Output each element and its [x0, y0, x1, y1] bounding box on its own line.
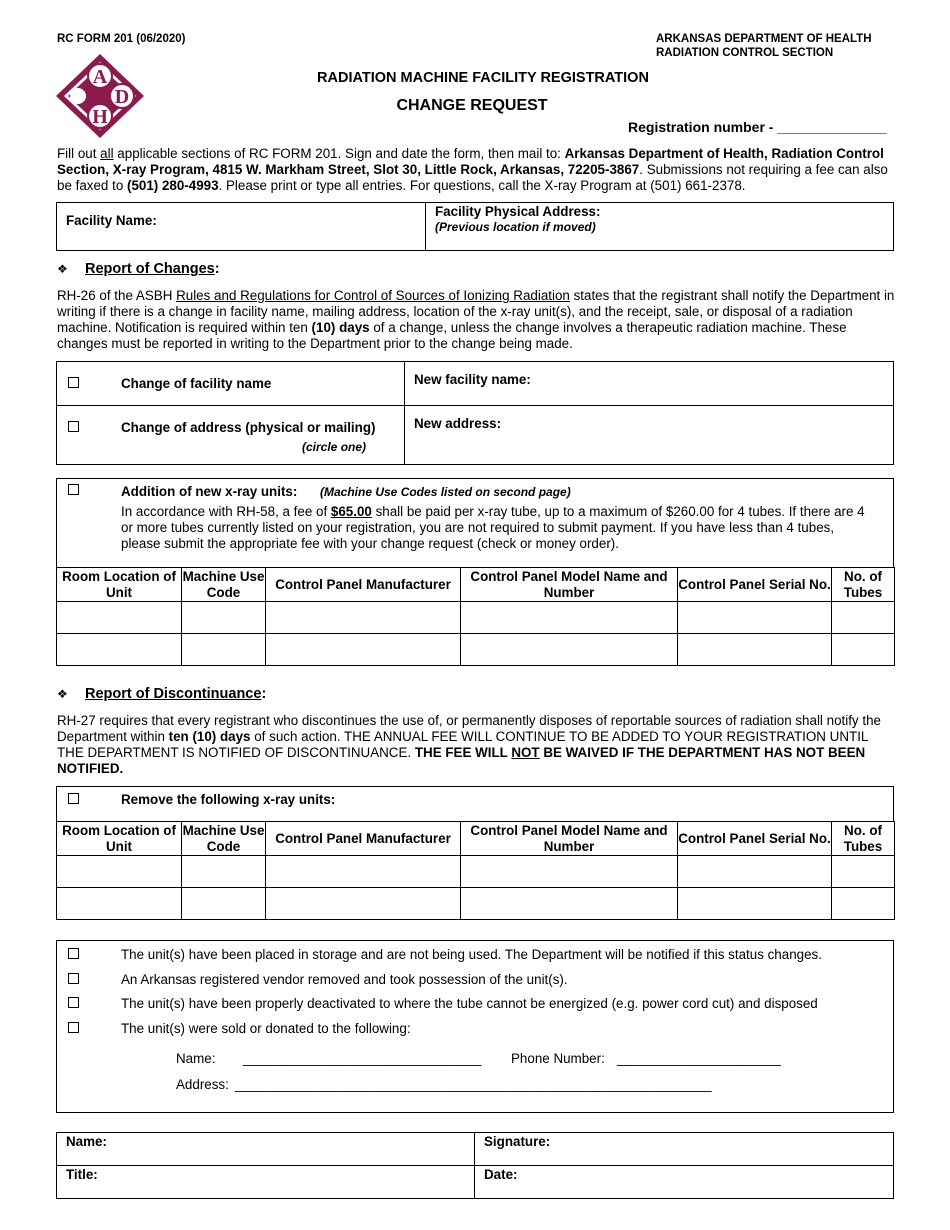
- new-address-label: New address:: [414, 416, 502, 431]
- intro-paragraph: Fill out all applicable sections of RC FORM 201. Sign and date the form, then mail to: Arkansas Department of Health, Radiation Control Section, X-ray Program, 4815 W. Markham Street, Slot 30, Little Rock, Arkansas, 72205-3867. Submissions not requiring a fee can also be faxed to (501) 280-4993. Please print or type all entries. For questions, call the X-ray Program at (501) 661-2378.: [57, 146, 888, 193]
- registration-number-blank[interactable]: ______________: [777, 119, 887, 135]
- table-cell-input[interactable]: [182, 602, 266, 634]
- change-name-label: Change of facility name: [121, 376, 272, 391]
- table-cell-input[interactable]: [57, 602, 182, 634]
- remove-header-row: [57, 822, 895, 856]
- table-cell-input[interactable]: [182, 888, 266, 920]
- addition-fee-paragraph: In accordance with RH-58, a fee of $65.00 shall be paid per x-ray tube, up to a maximum of $260.00 for 4 tubes. If there are 4 or more tubes currently listed on your registration, you are not required to submit payment. If you have less than 4 tubes, please submit the appropriate fee with your change request (check or money order).: [121, 504, 865, 551]
- signer-title-label: Title:: [66, 1167, 98, 1182]
- table-cell-input[interactable]: [266, 634, 461, 666]
- table-cell-input[interactable]: [461, 888, 678, 920]
- change-name-checkbox[interactable]: [68, 377, 79, 388]
- changes-paragraph: RH-26 of the ASBH Rules and Regulations for Control of Sources of Ionizing Radiation states that the registrant shall notify the Department in writing if there is a change in facility name, mailing address, location of the x-ray unit(s), and the receipt, sale, or disposal of a radiation machine. Notification is required within ten (10) days of a change, unless the change involves a therapeutic radiation machine. These changes must be reported in writing to the Department prior to the change being made.: [57, 288, 895, 351]
- table-cell-input[interactable]: [832, 602, 895, 634]
- table-row: [57, 856, 895, 888]
- addition-header-row: [57, 568, 895, 602]
- facility-address-input[interactable]: [430, 234, 890, 250]
- signature-label: Signature:: [484, 1134, 551, 1149]
- signer-name-label: Name:: [66, 1134, 107, 1149]
- recipient-address-label: Address:: [176, 1077, 229, 1092]
- form-title: RADIATION MACHINE FACILITY REGISTRATION: [317, 70, 649, 86]
- col-room-location: Room Location of Unit: [57, 568, 182, 602]
- vendor-removed-checkbox[interactable]: [68, 973, 79, 984]
- new-address-input[interactable]: [510, 412, 885, 458]
- adh-logo: [56, 54, 144, 138]
- form-id: RC FORM 201 (06/2020): [57, 33, 186, 45]
- table-cell-input[interactable]: [461, 634, 678, 666]
- col-model: Control Panel Model Name and Number: [461, 822, 678, 856]
- table-cell-input[interactable]: [266, 856, 461, 888]
- table-cell-input[interactable]: [832, 634, 895, 666]
- table-cell-input[interactable]: [461, 602, 678, 634]
- date-input[interactable]: [525, 1167, 890, 1195]
- deactivated-option-label: The unit(s) have been properly deactivated to where the tube cannot be energized (e.g. power cord cut) and disposed: [121, 996, 818, 1011]
- table-cell-input[interactable]: [678, 602, 832, 634]
- facility-name-label: Facility Name:: [66, 213, 157, 228]
- registration-number-label: Registration number -: [628, 119, 774, 135]
- col-tubes: No. of Tubes: [832, 568, 895, 602]
- facility-name-input[interactable]: [68, 230, 420, 248]
- changes-bullet-icon: ❖: [57, 262, 68, 276]
- discontinuance-bullet-icon: ❖: [57, 687, 68, 701]
- storage-option-label: The unit(s) have been placed in storage and are not being used. The Department will be notified if this status changes.: [121, 947, 822, 962]
- table-cell-input[interactable]: [266, 602, 461, 634]
- signer-name-input[interactable]: [115, 1134, 470, 1162]
- table-cell-input[interactable]: [57, 634, 182, 666]
- addition-label: Addition of new x-ray units:: [121, 484, 298, 499]
- vendor-removed-option-label: An Arkansas registered vendor removed and took possession of the unit(s).: [121, 972, 568, 987]
- department-line-1: ARKANSAS DEPARTMENT OF HEALTH: [656, 33, 872, 45]
- sold-donated-checkbox[interactable]: [68, 1022, 79, 1033]
- col-manufacturer: Control Panel Manufacturer: [266, 822, 461, 856]
- table-cell-input[interactable]: [678, 888, 832, 920]
- date-label: Date:: [484, 1167, 518, 1182]
- remove-units-checkbox[interactable]: [68, 793, 79, 804]
- addition-note: (Machine Use Codes listed on second page): [320, 485, 571, 499]
- department-line-2: RADIATION CONTROL SECTION: [656, 47, 834, 59]
- table-cell-input[interactable]: [57, 856, 182, 888]
- report-of-changes-heading: Report of Changes:: [85, 261, 220, 277]
- change-address-checkbox[interactable]: [68, 421, 79, 432]
- col-manufacturer: Control Panel Manufacturer: [266, 568, 461, 602]
- logo-letter-h: H: [92, 106, 108, 128]
- table-row: [57, 602, 895, 634]
- recipient-phone-field[interactable]: ______________________: [617, 1051, 781, 1066]
- report-of-discontinuance-heading: Report of Discontinuance:: [85, 686, 267, 702]
- col-serial: Control Panel Serial No.: [678, 822, 832, 856]
- logo-letter-a: A: [92, 66, 108, 88]
- table-cell-input[interactable]: [461, 856, 678, 888]
- logo-letter-d: D: [114, 86, 130, 108]
- table-cell-input[interactable]: [182, 856, 266, 888]
- discontinuance-paragraph: RH-27 requires that every registrant who discontinues the use of, or permanently disposes of reportable sources of radiation shall notify the Department within ten (10) days of such action. THE ANNUAL FEE WILL CONTINUE TO BE ADDED TO YOUR REGISTRATION UNTIL THE DEPARTMENT IS NOTIFIED OF DISCONTINUANCE. THE FEE WILL NOT BE WAIVED IF THE DEPARTMENT HAS NOT BEEN NOTIFIED.: [57, 713, 881, 776]
- table-cell-input[interactable]: [678, 856, 832, 888]
- recipient-name-label: Name:: [176, 1051, 216, 1066]
- form-subtitle: CHANGE REQUEST: [396, 97, 548, 114]
- remove-units-label: Remove the following x-ray units:: [121, 792, 336, 807]
- table-cell-input[interactable]: [832, 888, 895, 920]
- recipient-address-field[interactable]: ________________________________________________________________: [235, 1077, 712, 1092]
- col-room-location: Room Location of Unit: [57, 822, 182, 856]
- facility-address-note: (Previous location if moved): [435, 220, 596, 234]
- col-machine-use-code: Machine Use Code: [182, 568, 265, 600]
- table-cell-input[interactable]: [832, 856, 895, 888]
- deactivated-checkbox[interactable]: [68, 997, 79, 1008]
- change-address-label: Change of address (physical or mailing): [121, 420, 376, 435]
- col-tubes: No. of Tubes: [832, 822, 895, 856]
- addition-units-table: [56, 567, 895, 666]
- facility-address-label: Facility Physical Address:: [435, 204, 601, 219]
- recipient-name-field[interactable]: ________________________________: [243, 1051, 482, 1066]
- col-serial: Control Panel Serial No.: [678, 568, 832, 602]
- col-model: Control Panel Model Name and Number: [461, 568, 678, 602]
- table-cell-input[interactable]: [266, 888, 461, 920]
- new-facility-name-label: New facility name:: [414, 372, 531, 387]
- table-cell-input[interactable]: [182, 634, 266, 666]
- signer-title-input[interactable]: [110, 1167, 470, 1195]
- storage-checkbox[interactable]: [68, 948, 79, 959]
- addition-checkbox[interactable]: [68, 484, 79, 495]
- signature-input[interactable]: [560, 1134, 890, 1162]
- table-cell-input[interactable]: [57, 888, 182, 920]
- col-machine-use-code: Machine Use Code: [182, 822, 265, 854]
- circle-one-note: (circle one): [302, 440, 367, 454]
- department-name: [656, 32, 872, 60]
- table-row: [57, 634, 895, 666]
- recipient-phone-label: Phone Number:: [511, 1051, 605, 1066]
- remove-units-table: [56, 821, 895, 920]
- new-facility-name-input[interactable]: [540, 368, 885, 398]
- registration-number-field[interactable]: [628, 119, 886, 135]
- sold-donated-option-label: The unit(s) were sold or donated to the following:: [121, 1021, 411, 1036]
- table-cell-input[interactable]: [678, 634, 832, 666]
- table-row: [57, 888, 895, 920]
